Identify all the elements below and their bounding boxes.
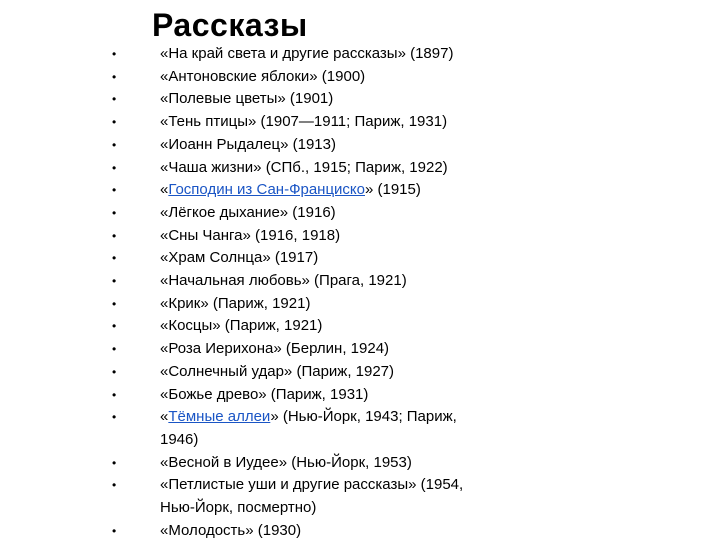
list-item-text: «Полевые цветы» (1901) [160,90,334,108]
list-item-text: «Начальная любовь» (Прага, 1921) [160,272,407,290]
list-item [112,157,532,180]
slide-title: Рассказы [152,7,308,43]
list-item [112,134,532,157]
list-item [112,88,532,111]
list-item-text: «Чаша жизни» (СПб., 1915; Париж, 1922) [160,158,448,176]
bullet-icon: • [112,160,117,175]
bullet-icon: • [112,251,117,266]
list-item [112,315,532,338]
list-item [112,111,532,134]
link-gospodin-iz-san-francisko[interactable]: Господин из Сан-Франциско [168,181,365,199]
list-item-text: «Молодость» (1930) [160,521,302,539]
list-item-text: «Лёгкое дыхание» (1916) [160,203,336,221]
list-item-text: «Сны Чанга» (1916, 1918) [160,226,341,244]
list-item [112,361,532,384]
bullet-icon: • [112,387,117,402]
list-item [112,43,532,66]
list-item-text: «Божье древо» (Париж, 1931) [160,385,369,403]
list-item-text: «Храм Солнца» (1917) [160,249,319,267]
bullet-icon: • [112,523,117,538]
list-item-text: «На край света и другие рассказы» (1897) [160,45,454,62]
list-item [112,474,532,519]
list-item [112,179,532,202]
list-item [112,452,532,475]
bullet-icon: • [112,342,117,357]
list-item-text: «Иоанн Рыдалец» (1913) [160,135,336,153]
bullet-icon: • [112,115,117,130]
bullet-icon: • [112,410,117,425]
list-item-text: «Весной в Иудее» (Нью-Йорк, 1953) [160,453,412,471]
list-item [112,384,532,407]
list-item [112,293,532,316]
bullet-icon: • [112,92,117,107]
list-item-text: «Роза Иерихона» (Берлин, 1924) [160,340,390,358]
bullet-icon: • [112,228,117,243]
bullet-icon: • [112,205,117,220]
list-item-text: «Тень птицы» (1907—1911; Париж, 1931) [160,113,448,131]
link-temnye-allei[interactable]: Тёмные аллеи [168,408,271,426]
list-item [112,225,532,248]
list-item [112,247,532,270]
list-item-text: «Крик» (Париж, 1921) [160,294,311,312]
bullet-icon: • [112,69,117,84]
stories-list [112,43,532,542]
bullet-icon: • [112,319,117,334]
list-item [112,202,532,225]
list-item [112,338,532,361]
list-item-text: «Солнечный удар» (Париж, 1927) [160,362,395,380]
bullet-icon: • [112,274,117,289]
bullet-icon: • [112,137,117,152]
list-item [112,270,532,293]
list-item-text: «Петлистые уши и другие рассказы» (1954, Нью-Йорк, посмертно) [160,476,464,517]
bullet-icon: • [112,455,117,470]
list-item-text: «Антоновские яблоки» (1900) [160,67,366,85]
bullet-icon: • [112,364,117,379]
bullet-icon: • [112,47,117,61]
bullet-icon: • [112,296,117,311]
list-item-text: «Тёмные аллеи» (Нью-Йорк, 1943; Париж, 1946) [160,408,457,448]
bullet-icon: • [112,183,117,198]
bullet-icon: • [112,478,117,493]
list-item [112,66,532,89]
list-item-text: «Косцы» (Париж, 1921) [160,317,323,335]
list-item [112,520,532,542]
list-item [112,406,532,451]
list-item-text: «Господин из Сан-Франциско» (1915) [160,181,421,199]
